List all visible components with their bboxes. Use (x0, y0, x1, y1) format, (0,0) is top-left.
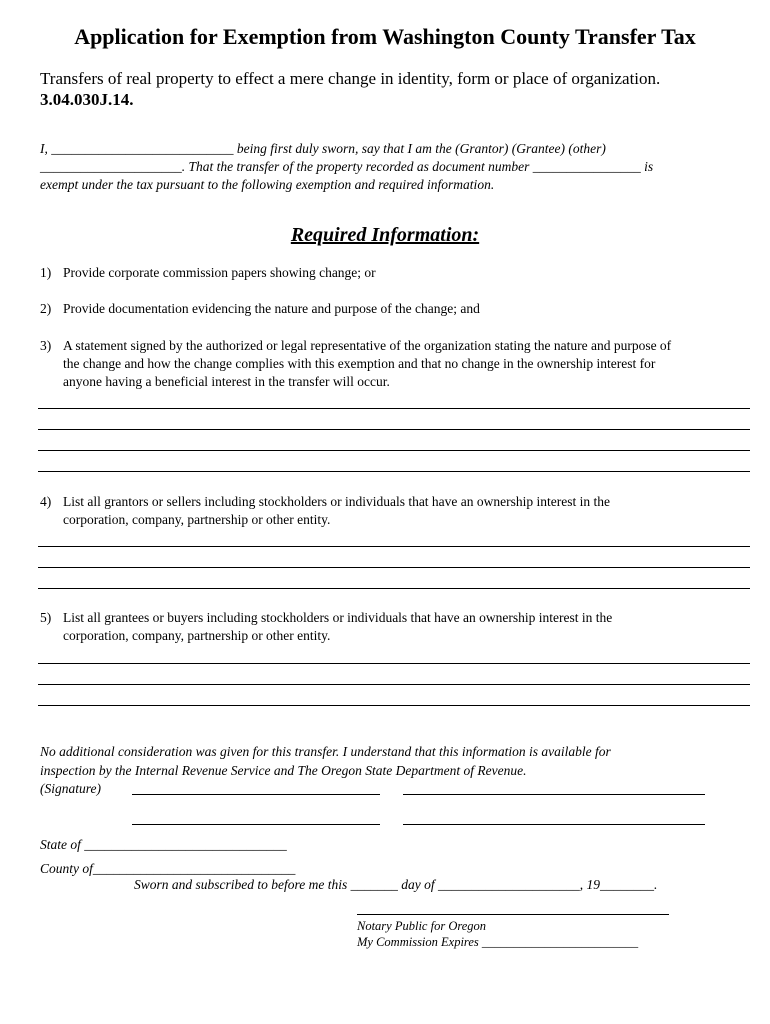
oath-line-2: _____________________. That the transfer of the property recorded as document number ________________ is (40, 159, 654, 174)
item-3-text-line-2: the change and how the change complies with this exemption and that no change in the ownership interest for (63, 356, 656, 371)
item-3-text-line-1: A statement signed by the authorized or legal representative of the organization stating the nature and purpose of (63, 338, 672, 353)
notary-signature-line[interactable] (357, 914, 669, 915)
signature-line[interactable] (403, 794, 705, 795)
form-subtitle: Transfers of real property to effect a mere change in identity, form or place of organization. (40, 69, 661, 88)
notary-public-label: Notary Public for Oregon (357, 919, 487, 933)
commission-expires-field[interactable]: My Commission Expires _________________________ (357, 935, 639, 949)
item-5-answer-line[interactable] (38, 663, 750, 664)
item-5-text-line-2: corporation, company, partnership or other entity. (63, 628, 331, 643)
item-4-answer-line[interactable] (38, 588, 750, 589)
item-5-number: 5) (40, 610, 52, 625)
item-5-text-line-1: List all grantees or buyers including stockholders or individuals that have an ownership interest in the (63, 610, 613, 625)
form-title: Application for Exemption from Washington County Transfer Tax (74, 24, 696, 49)
item-2-number: 2) (40, 301, 52, 316)
item-4-answer-line[interactable] (38, 546, 750, 547)
oath-line-3: exempt under the tax pursuant to the following exemption and required information. (40, 177, 495, 192)
item-3-answer-line[interactable] (38, 429, 750, 430)
declaration-line-2: inspection by the Internal Revenue Service and The Oregon State Department of Revenue. (40, 763, 527, 778)
signature-label: (Signature) (40, 781, 101, 796)
signature-line[interactable] (132, 794, 380, 795)
item-3-answer-line[interactable] (38, 450, 750, 451)
item-2-text: Provide documentation evidencing the nature and purpose of the change; and (63, 301, 480, 316)
item-4-number: 4) (40, 494, 52, 509)
county-of-field[interactable]: County of______________________________ (40, 861, 296, 876)
signature-line[interactable] (132, 824, 380, 825)
item-4-answer-line[interactable] (38, 567, 750, 568)
item-3-answer-line[interactable] (38, 408, 750, 409)
item-5-answer-line[interactable] (38, 705, 750, 706)
item-1-text: Provide corporate commission papers showing change; or (63, 265, 376, 280)
item-5-answer-line[interactable] (38, 684, 750, 685)
item-3-text-line-3: anyone having a beneficial interest in the transfer will occur. (63, 374, 390, 389)
item-4-text-line-2: corporation, company, partnership or other entity. (63, 512, 331, 527)
sworn-subscribed-line: Sworn and subscribed to before me this _______ day of _____________________, 19________. (134, 877, 658, 892)
signature-line[interactable] (403, 824, 705, 825)
item-3-number: 3) (40, 338, 52, 353)
required-information-heading: Required Information: (290, 224, 480, 246)
item-1-number: 1) (40, 265, 52, 280)
declaration-line-1: No additional consideration was given for this transfer. I understand that this information is available for (40, 744, 611, 759)
item-3-answer-line[interactable] (38, 471, 750, 472)
statute-code: 3.04.030J.14. (40, 90, 134, 109)
item-4-text-line-1: List all grantors or sellers including stockholders or individuals that have an ownership interest in the (63, 494, 611, 509)
state-of-field[interactable]: State of ______________________________ (40, 837, 287, 852)
oath-line-1: I, ___________________________ being first duly sworn, say that I am the (Grantor) (Grantee) (other) (40, 141, 606, 156)
